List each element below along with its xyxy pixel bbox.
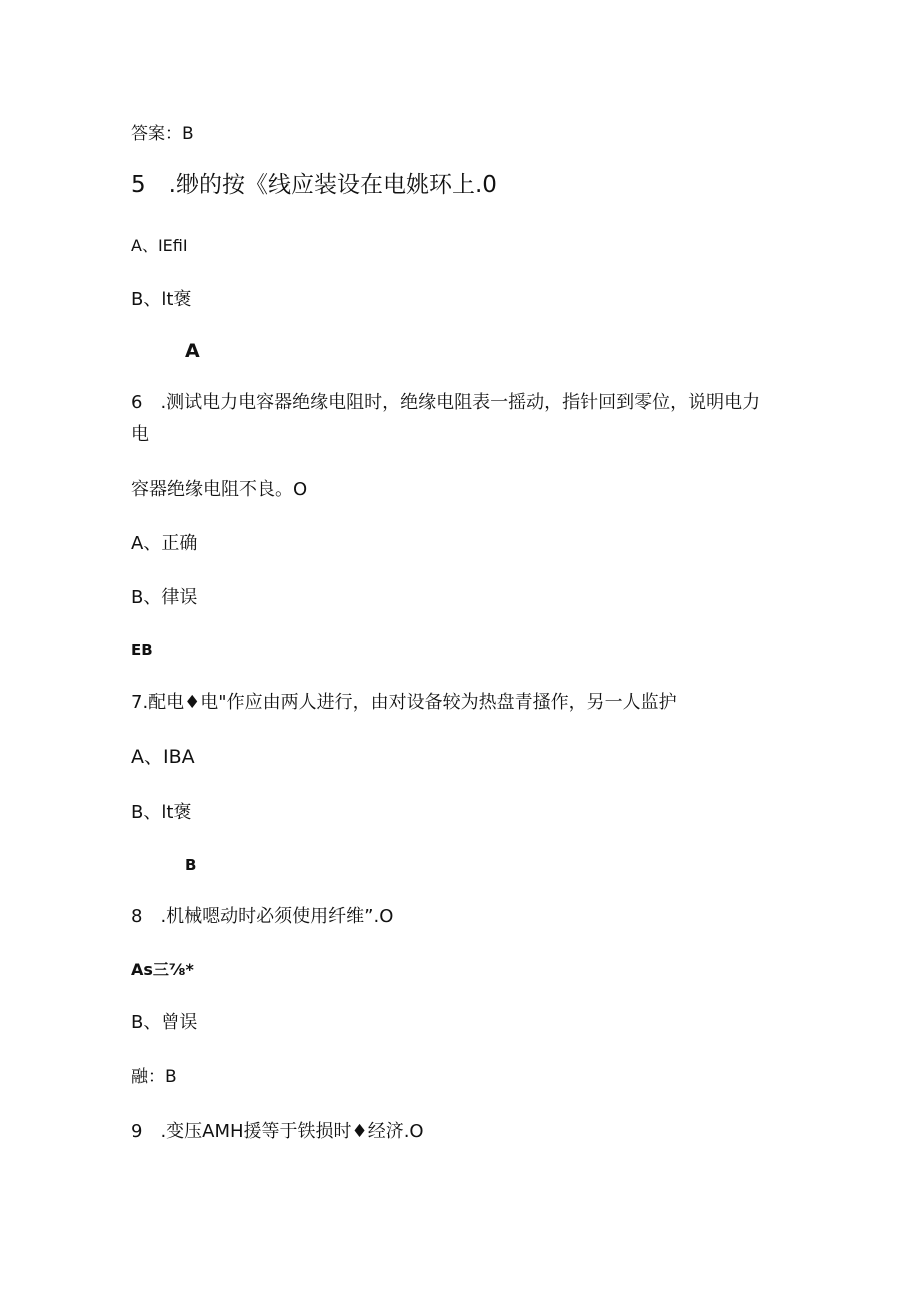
- question-6: 6 .测试电力电容器绝缘电阻时，绝缘电阻表一摇动，指针回到零位，说明电力: [131, 392, 761, 413]
- option-b: B、lt褒: [131, 289, 192, 310]
- question-6-continued: 电: [131, 424, 149, 445]
- answer-line: 答案：B: [131, 124, 194, 144]
- option-a: A、IBA: [131, 746, 195, 768]
- option-b: B、曾误: [131, 1012, 198, 1033]
- option-a: A、IEfiI: [131, 236, 188, 255]
- answer-line: B: [185, 856, 197, 874]
- option-a: As三⅞*: [131, 960, 194, 979]
- question-8: 8 .机械嗯动时必须使用纤维”.O: [131, 906, 394, 927]
- answer-line: EB: [131, 641, 153, 659]
- question-7: 7.配电♦电"作应由两人进行，由对设备较为热盘青搔作，另一人监护: [131, 692, 677, 713]
- option-a: A、正确: [131, 533, 198, 554]
- question-5: 5 .缈的按《线应装设在电姚环上.0: [131, 172, 497, 198]
- question-9: 9 .变压AMH援等于铁损时♦经济.O: [131, 1121, 424, 1142]
- answer-line: A: [185, 340, 200, 362]
- option-b: B、lt褒: [131, 802, 192, 823]
- question-6-continued: 容器绝缘电阻不良。O: [131, 479, 308, 500]
- answer-line: 融：B: [131, 1067, 177, 1087]
- option-b: B、律误: [131, 587, 198, 608]
